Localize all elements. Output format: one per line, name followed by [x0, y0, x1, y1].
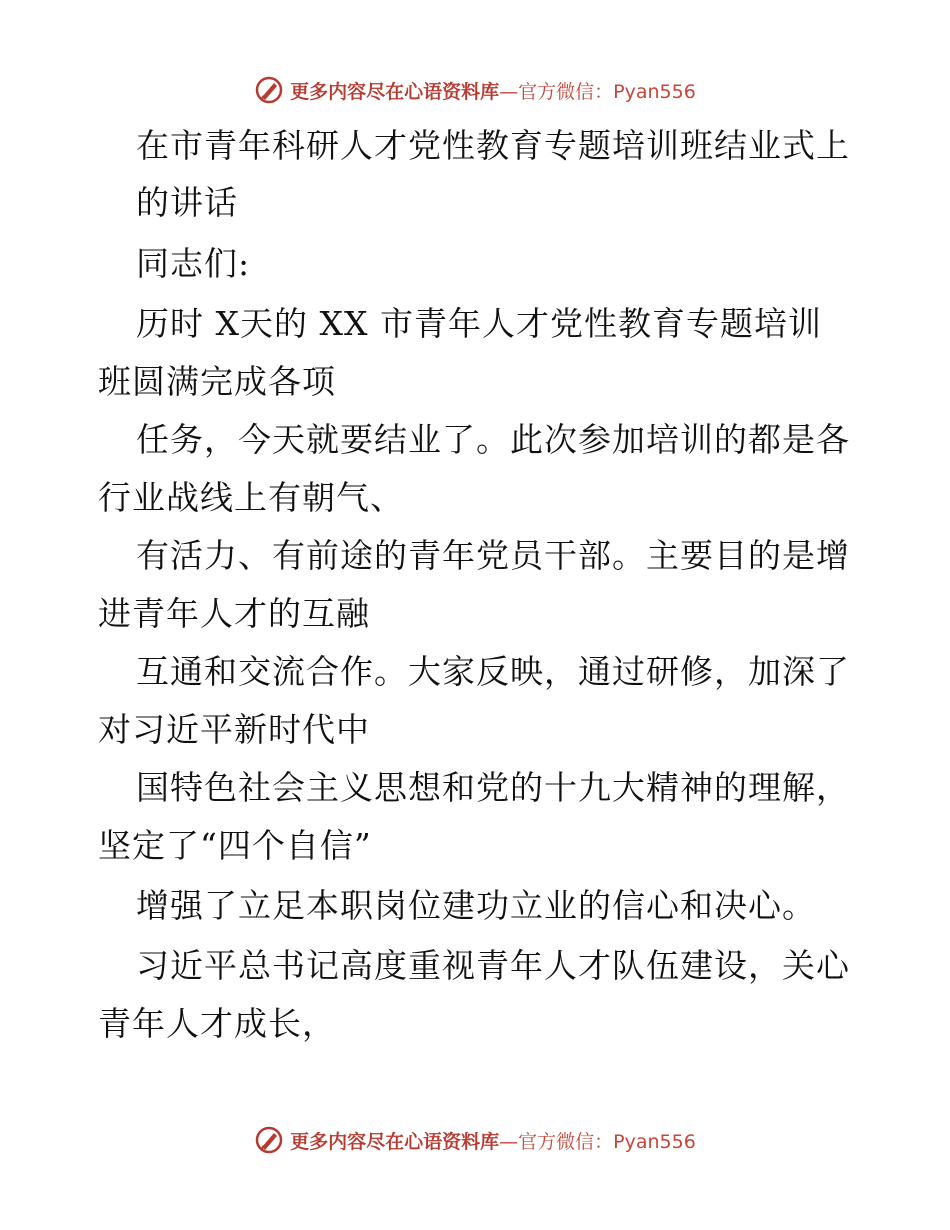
paragraph-line: 行业战线上有朝气、 [98, 478, 404, 517]
header-watermark [0, 70, 950, 110]
title-line-2: 的讲话 [136, 183, 238, 222]
title-line-1: 在市青年科研人才党性教育专题培训班结业式上 [136, 126, 850, 165]
paragraph-line: 增强了立足本职岗位建功立业的信心和决心。 [136, 886, 816, 925]
pen-logo-icon [254, 75, 284, 105]
watermark-wechat-text: —官方微信：Pyan556 [499, 80, 696, 103]
watermark-wechat-text: —官方微信：Pyan556 [499, 1130, 696, 1153]
paragraph-line: 对习近平新时代中 [98, 710, 370, 749]
footer-watermark [0, 1120, 950, 1160]
pen-logo-icon [254, 1125, 284, 1155]
paragraph-line: 习近平总书记高度重视青年人才队伍建设，关心 [136, 946, 850, 985]
paragraph-line: 班圆满完成各项 [98, 362, 336, 401]
paragraph-line: 青年人才成长， [98, 1004, 336, 1043]
paragraph-line: 任务，今天就要结业了。此次参加培训的都是各 [136, 420, 850, 459]
paragraph-line: 进青年人才的互融 [98, 594, 370, 633]
paragraph-line: 坚定了“四个自信” [98, 826, 372, 865]
paragraph-line: 国特色社会主义思想和党的十九大精神的理解， [136, 768, 850, 807]
paragraph-line: 互通和交流合作。大家反映，通过研修，加深了 [136, 652, 850, 691]
watermark-brand-text: 更多内容尽在心语资料库 [290, 80, 500, 103]
watermark-brand-text: 更多内容尽在心语资料库 [290, 1130, 500, 1153]
paragraph-line: 有活力、有前途的青年党员干部。主要目的是增 [136, 536, 850, 575]
paragraph-line: 历时 X天的 XX 市青年人才党性教育专题培训 [136, 304, 822, 343]
salutation: 同志们: [136, 244, 251, 283]
